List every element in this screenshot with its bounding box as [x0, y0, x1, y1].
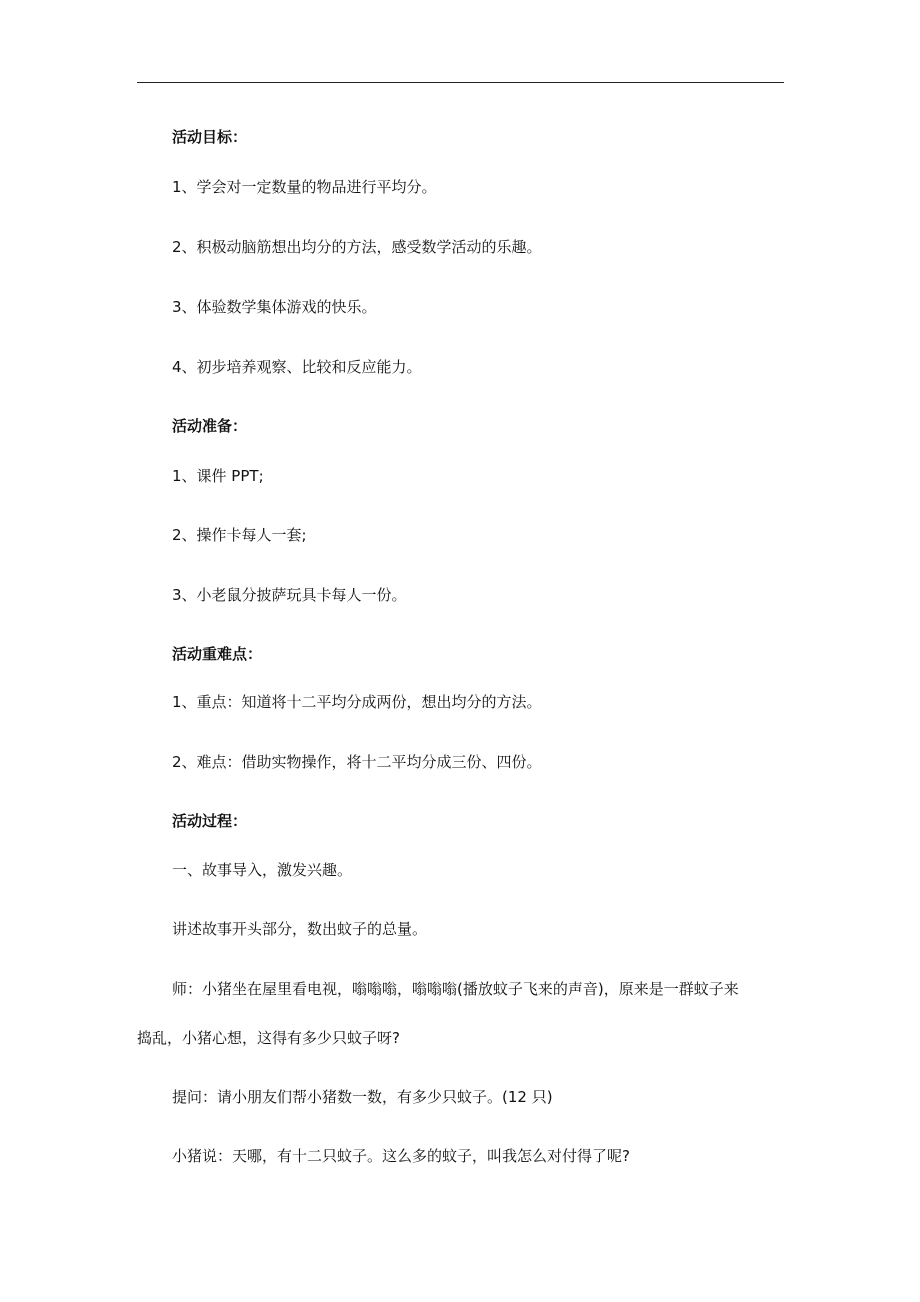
- prep-item: 2、操作卡每人一套;: [172, 526, 307, 544]
- goal-item: 3、体验数学集体游戏的快乐。: [172, 298, 377, 316]
- process-step-title: 一、故事导入，激发兴趣。: [172, 861, 353, 879]
- goal-item: 4、初步培养观察、比较和反应能力。: [172, 358, 422, 376]
- prep-heading: 活动准备：: [172, 417, 248, 435]
- pig-dialogue: 小猪说：天哪，有十二只蚊子。这么多的蚊子，叫我怎么对付得了呢?: [172, 1147, 630, 1165]
- goal-item: 2、积极动脑筋想出均分的方法，感受数学活动的乐趣。: [172, 238, 542, 256]
- key-point-item: 1、重点：知道将十二平均分成两份，想出均分的方法。: [172, 693, 542, 711]
- key-points-heading: 活动重难点：: [172, 645, 263, 663]
- process-paragraph: 讲述故事开头部分，数出蚊子的总量。: [172, 920, 428, 938]
- prep-item: 3、小老鼠分披萨玩具卡每人一份。: [172, 586, 407, 604]
- prep-item: 1、课件 PPT;: [172, 467, 264, 485]
- goal-item: 1、学会对一定数量的物品进行平均分。: [172, 178, 437, 196]
- process-heading: 活动过程：: [172, 812, 248, 830]
- teacher-line-continued: 捣乱，小猪心想，这得有多少只蚊子呀?: [137, 1029, 400, 1047]
- key-point-item: 2、难点：借助实物操作，将十二平均分成三份、四份。: [172, 753, 542, 771]
- goals-heading: 活动目标：: [172, 128, 248, 146]
- header-divider: [137, 82, 784, 83]
- question-line: 提问：请小朋友们帮小猪数一数，有多少只蚊子。(12 只): [172, 1088, 553, 1106]
- teacher-line: 师：小猪坐在屋里看电视，嗡嗡嗡，嗡嗡嗡(播放蚊子飞来的声音)，原来是一群蚊子来: [172, 980, 739, 998]
